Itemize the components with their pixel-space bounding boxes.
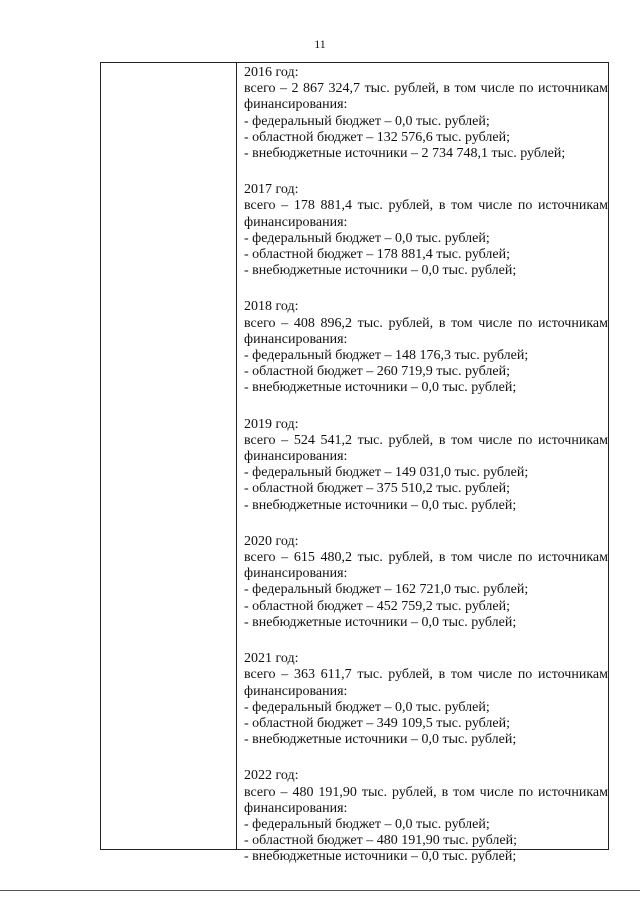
- year-block-2020: [244, 534, 608, 631]
- extrabudgetary-line: - внебюджетные источники – 0,0 тыс. рублей;: [244, 732, 517, 748]
- regional-budget-line: - областной бюджет – 132 576,6 тыс. рублей;: [244, 129, 510, 145]
- total-line: всего – 178 881,4 тыс. рублей, в том числе по источникам: [244, 198, 608, 214]
- year-block-2016: [244, 65, 608, 162]
- financing-label: финансирования:: [244, 800, 348, 816]
- year-block-2021: [244, 651, 608, 748]
- table-right-cell: [238, 63, 608, 886]
- total-line: всего – 408 896,2 тыс. рублей, в том числе по источникам: [244, 315, 608, 331]
- financing-label: финансирования:: [244, 97, 348, 113]
- extrabudgetary-line: - внебюджетные источники – 0,0 тыс. рублей;: [244, 263, 517, 279]
- year-block-2022: [244, 768, 608, 865]
- total-line: всего – 524 541,2 тыс. рублей, в том числе по источникам: [244, 432, 608, 448]
- funding-table: [100, 62, 609, 865]
- year-label: 2021 год:: [244, 651, 299, 667]
- total-line: всего – 615 480,2 тыс. рублей, в том числе по источникам: [244, 550, 608, 566]
- year-block-2017: [244, 182, 608, 279]
- year-label: 2016 год:: [244, 65, 299, 80]
- extrabudgetary-line: - внебюджетные источники – 0,0 тыс. рублей;: [244, 497, 517, 513]
- page-number: 11: [314, 37, 326, 51]
- year-label: 2018 год:: [244, 299, 299, 315]
- federal-budget-line: - федеральный бюджет – 0,0 тыс. рублей;: [244, 230, 490, 246]
- federal-budget-line: - федеральный бюджет – 0,0 тыс. рублей;: [244, 816, 490, 832]
- regional-budget-line: - областной бюджет – 452 759,2 тыс. рублей;: [244, 598, 510, 614]
- year-block-2018: [244, 299, 608, 396]
- total-line: всего – 363 611,7 тыс. рублей, в том числе по источникам: [244, 667, 608, 683]
- financing-label: финансирования:: [244, 449, 348, 465]
- regional-budget-line: - областной бюджет – 349 109,5 тыс. рублей;: [244, 715, 510, 731]
- regional-budget-line: - областной бюджет – 178 881,4 тыс. рублей;: [244, 247, 510, 263]
- table-left-cell: [101, 63, 237, 849]
- extrabudgetary-line: - внебюджетные источники – 2 734 748,1 тыс. рублей;: [244, 146, 566, 162]
- federal-budget-line: - федеральный бюджет – 148 176,3 тыс. рублей;: [244, 348, 529, 364]
- year-label: 2020 год:: [244, 533, 299, 549]
- year-block-2019: [244, 417, 608, 514]
- regional-budget-line: - областной бюджет – 260 719,9 тыс. рублей;: [244, 364, 510, 380]
- bottom-divider: [0, 890, 640, 891]
- year-label: 2017 год:: [244, 182, 299, 198]
- extrabudgetary-line: - внебюджетные источники – 0,0 тыс. рублей;: [244, 614, 517, 630]
- federal-budget-line: - федеральный бюджет – 162 721,0 тыс. рублей;: [244, 582, 529, 598]
- extrabudgetary-line: - внебюджетные источники – 0,0 тыс. рублей;: [244, 380, 517, 396]
- total-line: всего – 480 191,90 тыс. рублей, в том числе по источникам: [244, 784, 608, 800]
- total-line: всего – 2 867 324,7 тыс. рублей, в том числе по источникам: [244, 81, 608, 97]
- year-label: 2022 год:: [244, 768, 299, 784]
- financing-label: финансирования:: [244, 566, 348, 582]
- year-label: 2019 год:: [244, 416, 299, 432]
- financing-label: финансирования:: [244, 331, 348, 347]
- federal-budget-line: - федеральный бюджет – 0,0 тыс. рублей;: [244, 113, 490, 129]
- extrabudgetary-line: - внебюджетные источники – 0,0 тыс. рублей;: [244, 849, 517, 865]
- federal-budget-line: - федеральный бюджет – 149 031,0 тыс. рублей;: [244, 465, 529, 481]
- financing-label: финансирования:: [244, 214, 348, 230]
- financing-label: финансирования:: [244, 683, 348, 699]
- regional-budget-line: - областной бюджет – 480 191,90 тыс. рублей;: [244, 833, 517, 849]
- regional-budget-line: - областной бюджет – 375 510,2 тыс. рублей;: [244, 481, 510, 497]
- federal-budget-line: - федеральный бюджет – 0,0 тыс. рублей;: [244, 699, 490, 715]
